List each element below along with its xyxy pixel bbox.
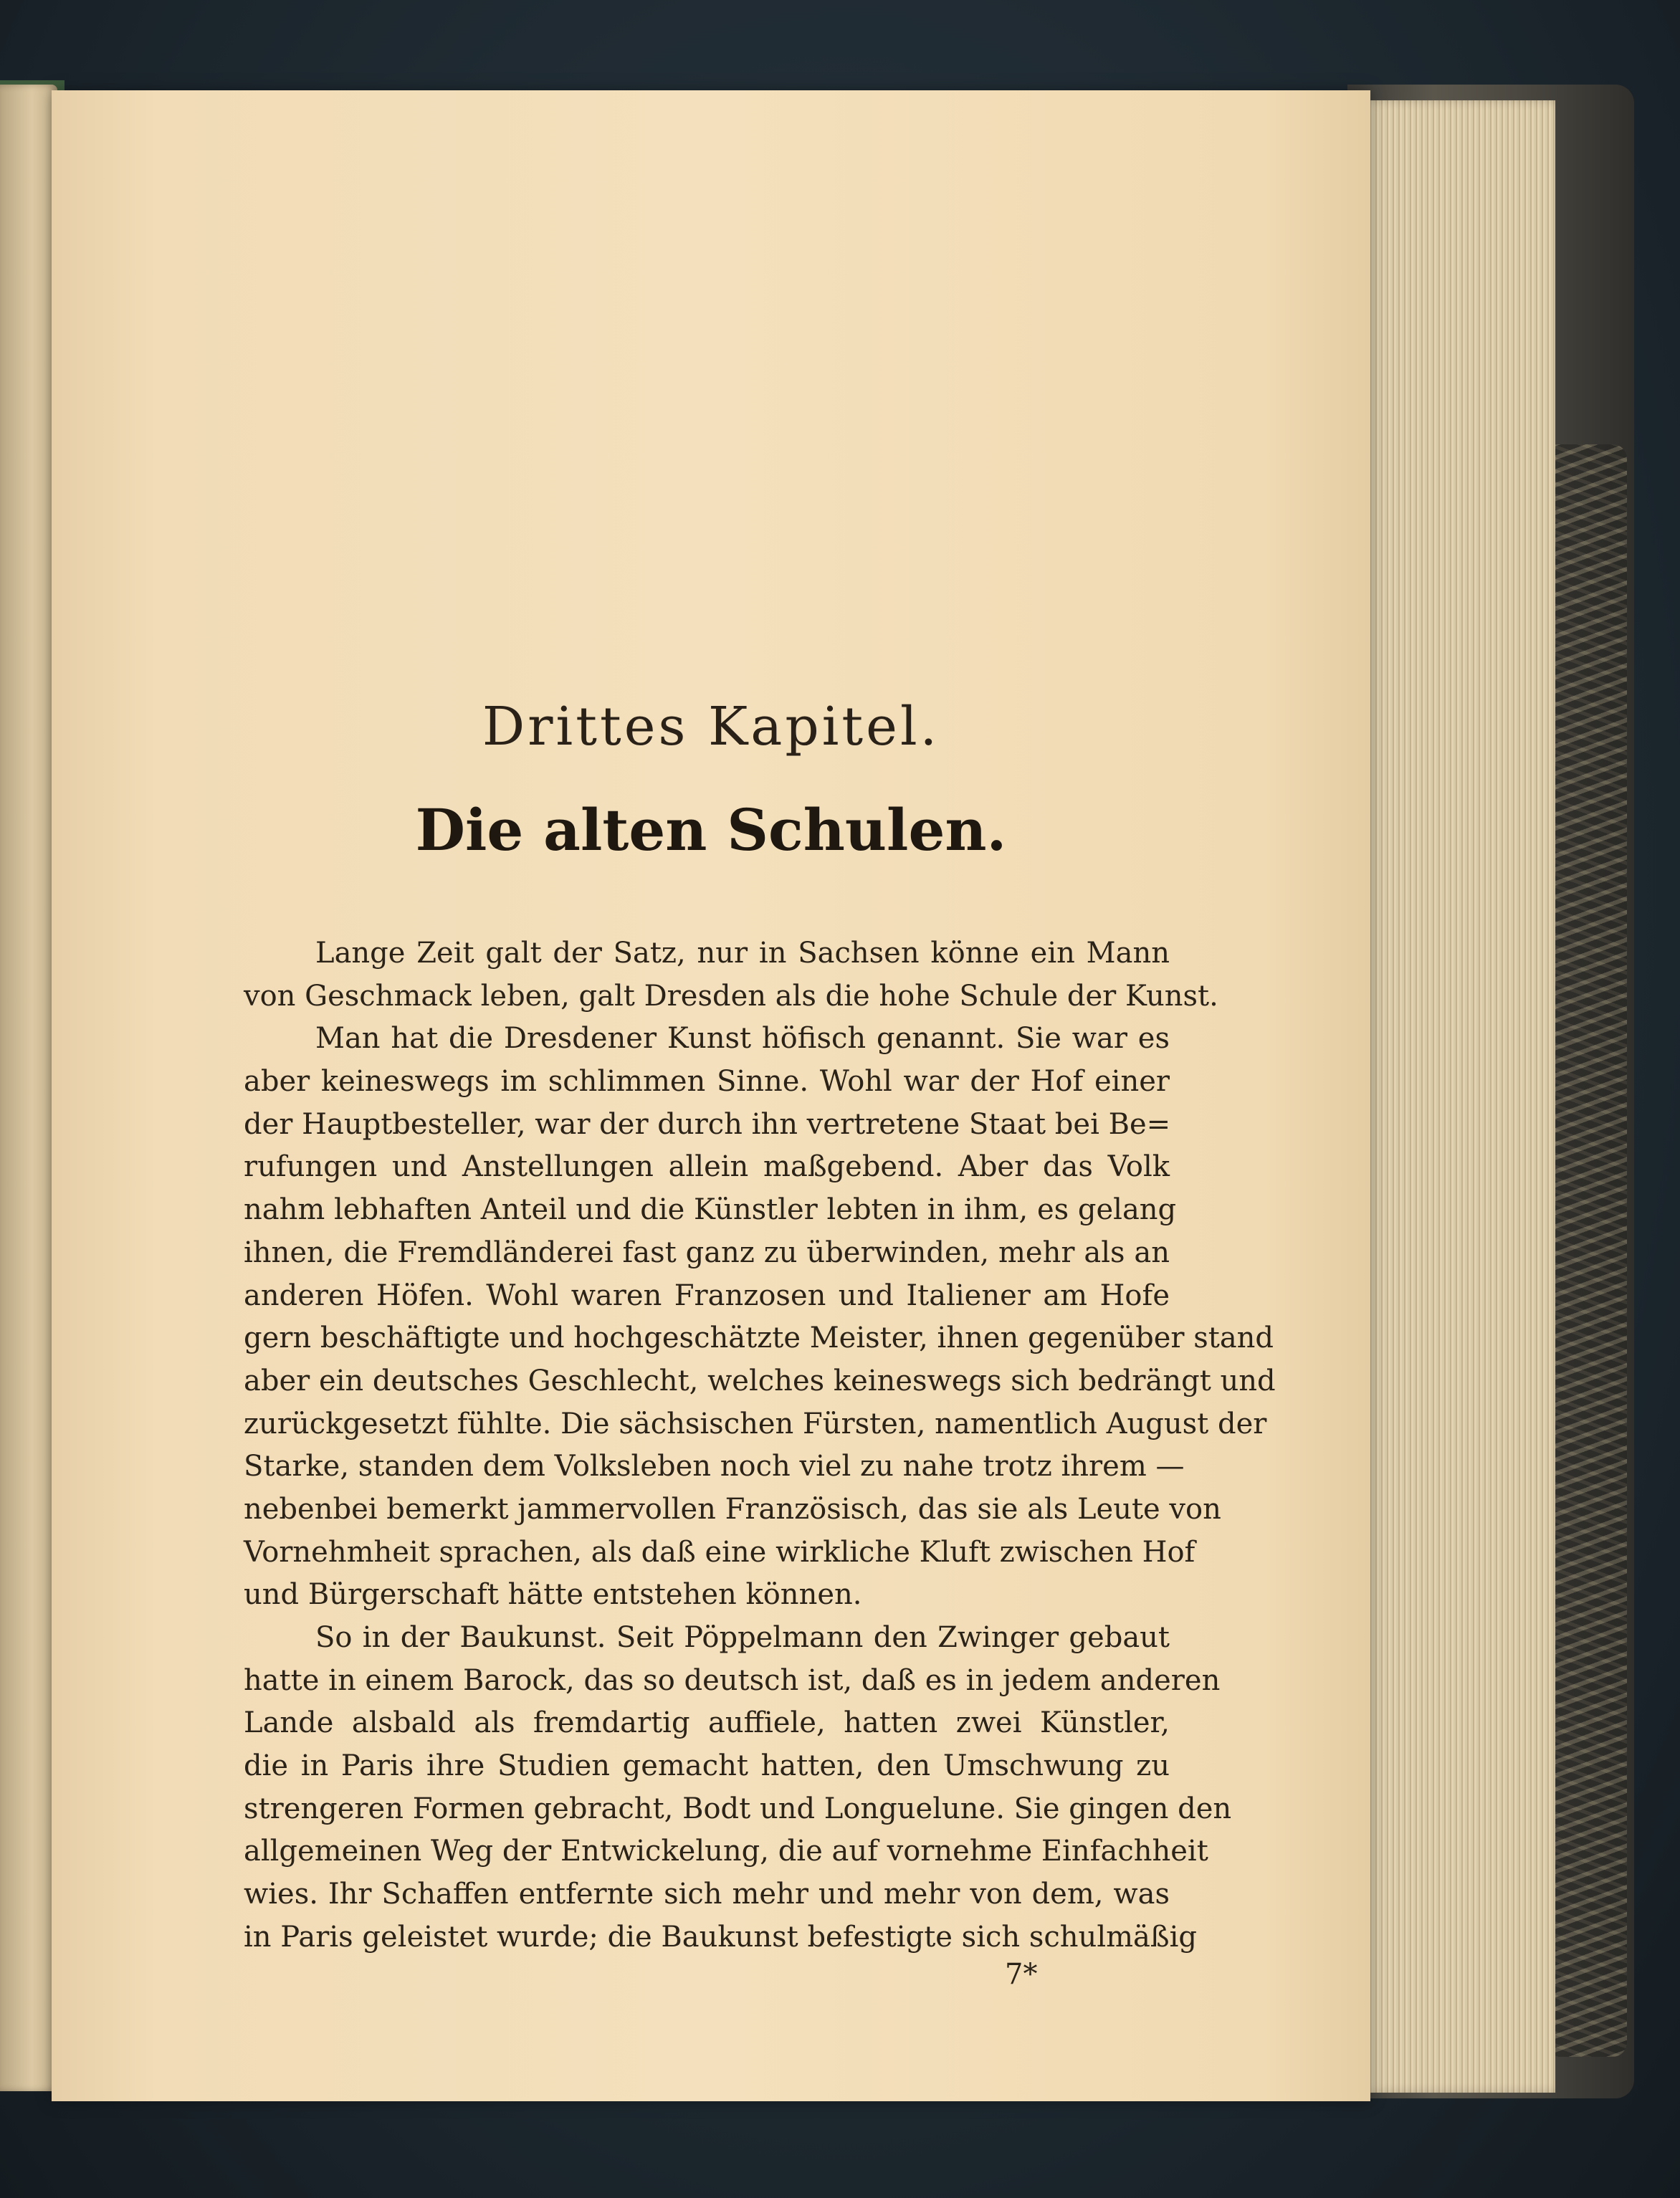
text-line: aber ein deutsches Geschlecht, welches keineswegs sich bedrängt und: [244, 1364, 1276, 1397]
text-line: Vornehmheit sprachen, als daß eine wirkliche Kluft zwischen Hof: [244, 1535, 1195, 1569]
text-line: hatte in einem Barock, das so deutsch ist, daß es in jedem anderen: [244, 1663, 1221, 1697]
text-line: nebenbei bemerkt jammervollen Französisch, das sie als Leute von: [244, 1492, 1221, 1526]
marbled-cover-pattern: [1548, 444, 1627, 2057]
text-line: allgemeinen Weg der Entwickelung, die auf vornehme Einfachheit: [244, 1835, 1208, 1868]
text-line: anderen Höfen. Wohl waren Franzosen und Italiener am Hofe: [244, 1279, 1170, 1312]
text-line: Lande alsbald als fremdartig auffiele, hatten zwei Künstler,: [244, 1706, 1170, 1740]
text-line: aber keineswegs im schlimmen Sinne. Wohl war der Hof einer: [244, 1065, 1170, 1099]
paragraph-1: [244, 932, 1218, 1018]
text-line: ihnen, die Fremdländerei fast ganz zu überwinden, mehr als an: [244, 1236, 1170, 1269]
text-line: nahm lebhaften Anteil und die Künstler lebten in ihm, es gelang: [244, 1193, 1177, 1227]
chapter-title: Die alten Schulen.: [415, 796, 1007, 864]
text-line: rufungen und Anstellungen allein maßgebend. Aber das Volk: [244, 1150, 1170, 1184]
text-line: Man hat die Dresdener Kunst höfisch genannt. Sie war es: [315, 1022, 1170, 1056]
signature-mark: 7*: [1005, 1958, 1038, 1991]
book-page: [52, 90, 1370, 2101]
paragraph-3: [244, 1617, 1232, 1959]
text-line: von Geschmack leben, galt Dresden als die hohe Schule der Kunst.: [244, 979, 1218, 1013]
text-line: der Hauptbesteller, war der durch ihn vertretene Staat bei Be=: [244, 1107, 1171, 1141]
text-line: So in der Baukunst. Seit Pöppelmann den Zwinger gebaut: [315, 1621, 1170, 1654]
page-stack-edges: [1362, 100, 1555, 2093]
text-line: Starke, standen dem Volksleben noch viel zu nahe trotz ihrem —: [244, 1450, 1185, 1483]
text-line: zurückgesetzt fühlte. Die sächsischen Fürsten, namentlich August der: [244, 1407, 1267, 1440]
text-line: gern beschäftigte und hochgeschätzte Meister, ihnen gegenüber stand: [244, 1322, 1274, 1355]
chapter-heading: Drittes Kapitel.: [482, 696, 940, 758]
text-line: Lange Zeit galt der Satz, nur in Sachsen könne ein Mann: [315, 937, 1170, 970]
paragraph-2: [244, 1018, 1276, 1617]
text-line: in Paris geleistet wurde; die Baukunst befestigte sich schulmäßig: [244, 1920, 1197, 1954]
text-line: die in Paris ihre Studien gemacht hatten, den Umschwung zu: [244, 1749, 1170, 1783]
left-page-edge: [0, 85, 57, 2091]
body-text: [244, 932, 1276, 1959]
text-line: und Bürgerschaft hätte entstehen können.: [244, 1578, 862, 1612]
text-line: wies. Ihr Schaffen entfernte sich mehr und mehr von dem, was: [244, 1878, 1170, 1911]
text-line: strengeren Formen gebracht, Bodt und Longuelune. Sie gingen den: [244, 1792, 1232, 1825]
